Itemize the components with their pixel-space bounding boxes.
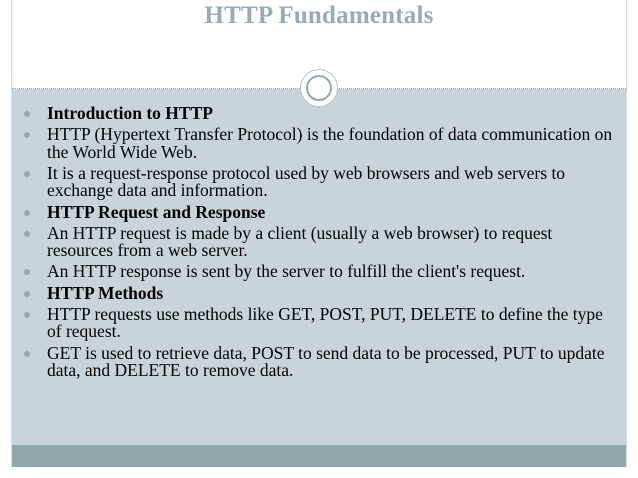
list-item: [18, 105, 618, 123]
bullet-dot-icon: [24, 111, 30, 117]
bullet-dot-icon: [24, 171, 30, 177]
list-item: [18, 222, 618, 261]
list-item: [18, 126, 618, 161]
list-item: [18, 201, 618, 222]
list-item: [18, 282, 618, 303]
bullet-text: HTTP requests use methods like GET, POST, PUT, DELETE to define the type of request.: [47, 303, 603, 342]
list-item: [18, 303, 618, 342]
bullet-text: Introduction to HTTP: [47, 103, 213, 123]
bullet-dot-icon: [24, 231, 30, 237]
bullet-text: An HTTP request is made by a client (usually a web browser) to request resources from a web server.: [47, 222, 553, 261]
bullet-dot-icon: [24, 269, 30, 275]
bullet-text: It is a request-response protocol used by web browsers and web servers to exchange data and information.: [47, 162, 566, 201]
list-item: [18, 263, 618, 281]
bullet-dot-icon: [24, 351, 30, 357]
slide-title: HTTP Fundamentals: [204, 2, 434, 29]
bullet-list: [18, 105, 618, 383]
bullet-dot-icon: [24, 291, 30, 297]
bullet-text: GET is used to retrieve data, POST to send data to be processed, PUT to update data, and DELETE to remove data.: [47, 342, 605, 380]
list-item: [18, 342, 618, 380]
circle-ornament-icon: [300, 69, 338, 107]
bullet-text: HTTP (Hypertext Transfer Protocol) is the foundation of data communication on the World Wide Web.: [47, 124, 613, 162]
bullet-dot-icon: [24, 132, 30, 138]
bullet-text: An HTTP response is sent by the server to fulfill the client's request.: [47, 261, 526, 282]
bullet-text: HTTP Methods: [47, 282, 164, 303]
bullet-text: HTTP Request and Response: [47, 201, 266, 222]
bullet-dot-icon: [24, 312, 30, 318]
bullet-dot-icon: [24, 210, 30, 216]
list-item: [18, 162, 618, 201]
footer-bar: [12, 445, 626, 467]
